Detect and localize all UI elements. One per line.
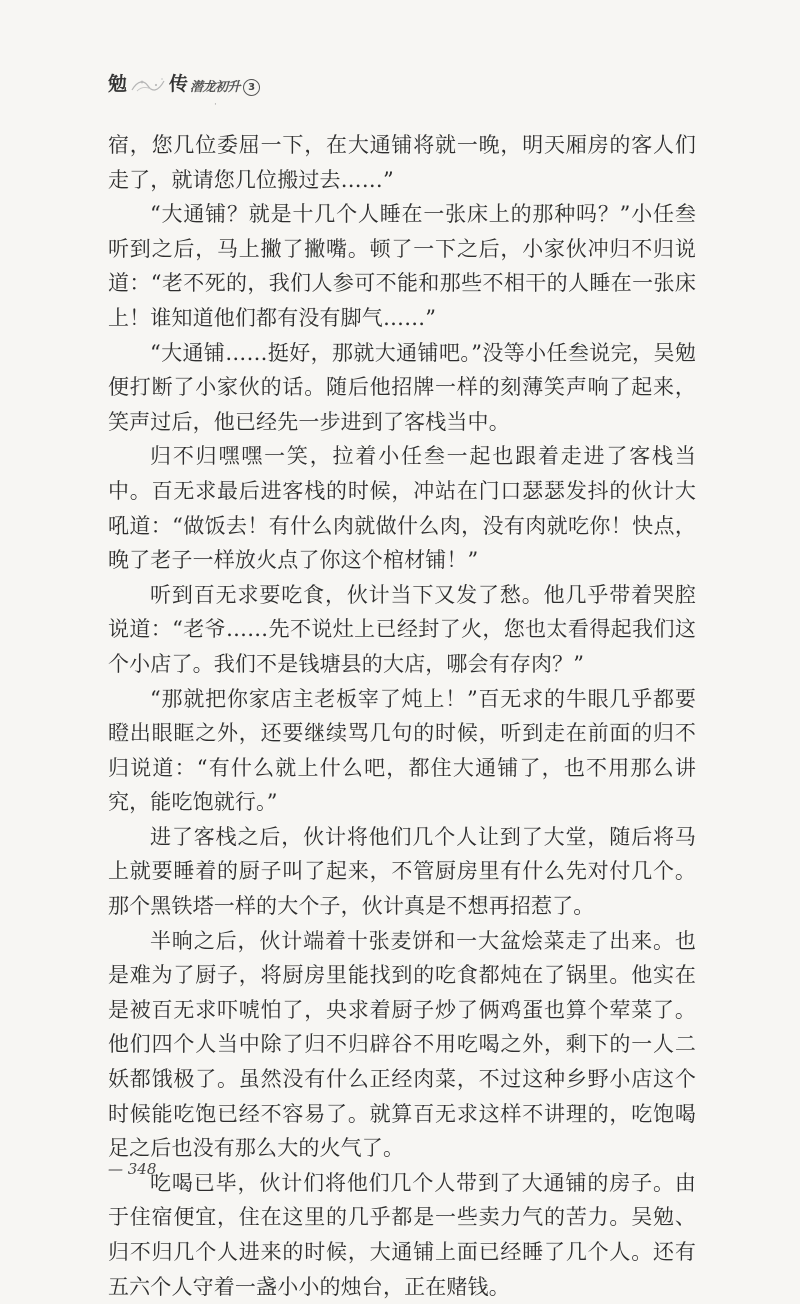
paragraph: “大通铺？就是十几个人睡在一张床上的那种吗？”小任叁听到之后，马上撇了撇嘴。顿了一下之后，小家伙冲归不归说道：“老不死的，我们人参可不能和那些不相干的人睡在一张床上！谁知道他们都有没有脚气……” xyxy=(108,202,696,330)
paragraph: 听到百无求要吃食，伙计当下又发了愁。他几乎带着哭腔说道：“老爷……先不说灶上已经封了火，您也太看得起我们这个小店了。我们不是钱塘县的大店，哪会有存肉？” xyxy=(108,582,696,676)
paragraph: “那就把你家店主老板宰了炖上！”百无求的牛眼几乎都要瞪出眼眶之外，还要继续骂几句的时候，听到走在前面的归不归说道：“有什么就上什么吧，都住大通铺了，也不用那么讲究，能吃饱就行。” xyxy=(108,686,696,815)
paragraph: 归不归嘿嘿一笑，拉着小任叁一起也跟着走进了客栈当中。百无求最后进客栈的时候，冲站在门口瑟瑟发抖的伙计大吼道：“做饭去！有什么肉就做什么肉，没有肉就吃你！快点，晚了老子一样放火点了你这个棺材铺！” xyxy=(108,444,696,573)
paragraph: “大通铺……挺好，那就大通铺吧。”没等小任叁说完，吴勉便打断了小家伙的话。随后他招牌一样的刻薄笑声响了起来，笑声过后，他已经先一步进到了客栈当中。 xyxy=(108,340,696,434)
margin-mark: · xyxy=(214,100,217,110)
paragraph: 进了客栈之后，伙计将他们几个人让到了大堂，随后将马上就要睡着的厨子叫了起来，不管厨房里有什么先对付几个。那个黑铁塔一样的大个子，伙计真是不想再招惹了。 xyxy=(108,824,696,919)
header-subtitle: 潜龙初升 xyxy=(190,80,241,95)
header-title-char-1: 勉 xyxy=(108,73,128,95)
running-header xyxy=(108,56,260,96)
body-text xyxy=(108,128,696,1304)
paragraph: 吃喝已毕，伙计们将他们几个人带到了大通铺的房子。由于住宿便宜，住在这里的几乎都是一些卖力气的苦力。吴勉、归不归几个人进来的时候，大通铺上面已经睡了几个人。还有五六个人守着一盏小小的烛台，正在赌钱。 xyxy=(108,1170,696,1299)
header-title-char-2: 传 xyxy=(169,73,189,95)
page-number: — 348 xyxy=(108,1160,157,1178)
paragraph: 半晌之后，伙计端着十张麦饼和一大盆烩菜走了出来。也是难为了厨子，将厨房里能找到的吃食都炖在了锅里。他实在是被百无求吓唬怕了，央求着厨子炒了俩鸡蛋也算个荤菜了。他们四个人当中除了归不归辟谷不用吃喝之外，剩下的一人二妖都饿极了。虽然没有什么正经肉菜，不过这种乡野小店这个时候能吃饱已经不容易了。就算百无求这样不讲理的，吃饱喝足之后也没有那么大的火气了。 xyxy=(108,928,696,1161)
header-volume-badge: 3 xyxy=(243,79,260,96)
header-ornament-icon xyxy=(129,74,167,96)
paragraph: 宿，您几位委屈一下，在大通铺将就一晚，明天厢房的客人们走了，就请您几位搬过去……” xyxy=(108,133,696,192)
